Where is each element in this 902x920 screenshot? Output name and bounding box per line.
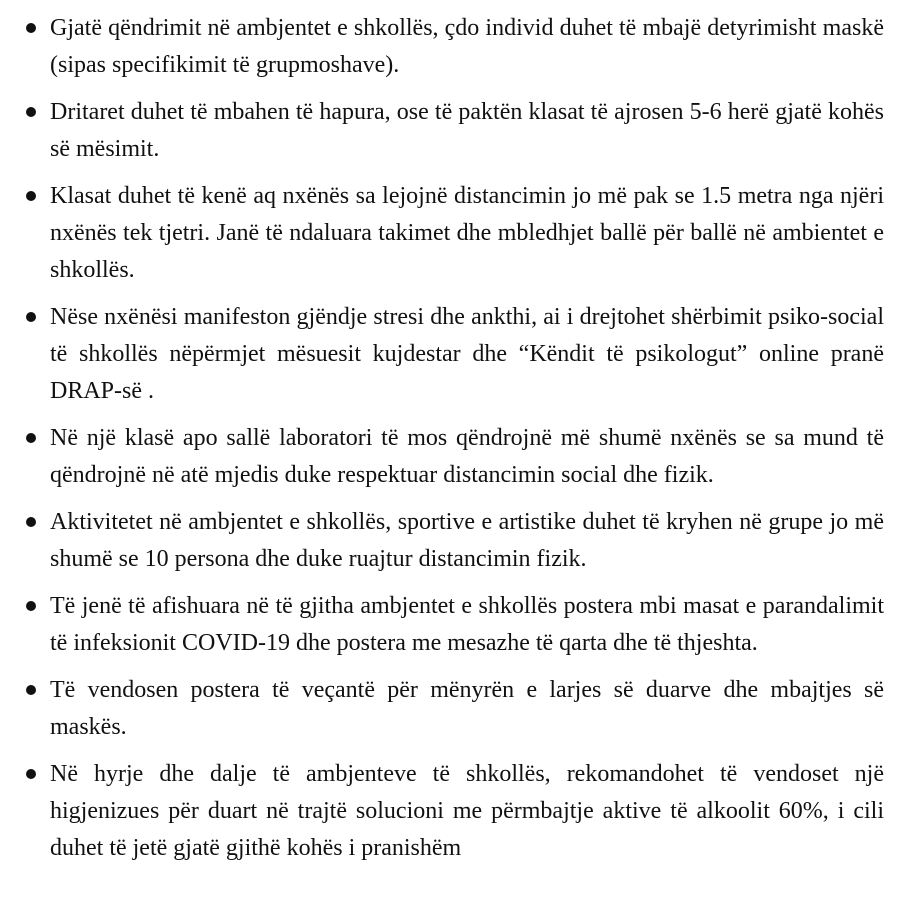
list-item (26, 504, 884, 578)
list-item (26, 10, 884, 84)
list-item (26, 94, 884, 168)
bullet-icon (26, 601, 36, 611)
list-item-text: Aktivitetet në ambjentet e shkollës, sportive e artistike duhet të kryhen në grupe jo më shumë se 10 persona dhe duke ruajtur distancimin fizik. (50, 509, 884, 572)
list-item-text: Klasat duhet të kenë aq nxënës sa lejojnë distancimin jo më pak se 1.5 metra nga njëri nxënës tek tjetri. Janë të ndaluara takimet dhe mbledhjet ballë për ballë në ambientet e shkollës. (50, 183, 884, 283)
list-item-text: Në hyrje dhe dalje të ambjenteve të shkollës, rekomandohet të vendoset një higjenizues për duart në trajtë solucioni me përmbajtje aktive të alkoolit 60%, i cili duhet të jetë gjatë gjithë kohës i pranishëm (50, 761, 884, 861)
bullet-icon (26, 769, 36, 779)
list-item-text: Dritaret duhet të mbahen të hapura, ose të paktën klasat të ajrosen 5-6 herë gjatë kohës së mësimit. (50, 99, 884, 162)
bullet-icon (26, 23, 36, 33)
bullet-icon (26, 191, 36, 201)
list-item-text: Të jenë të afishuara në të gjitha ambjentet e shkollës postera mbi masat e parandalimit të infeksionit COVID-19 dhe postera me mesazhe të qarta dhe të thjeshta. (50, 593, 884, 656)
list-item-text: Gjatë qëndrimit në ambjentet e shkollës, çdo individ duhet të mbajë detyrimisht maskë (sipas specifikimit të grupmoshave). (50, 15, 884, 78)
list-item-text: Në një klasë apo sallë laboratori të mos qëndrojnë më shumë nxënës se sa mund të qëndrojnë në atë mjedis duke respektuar distancimin social dhe fizik. (50, 425, 884, 488)
list-item (26, 178, 884, 289)
list-item (26, 420, 884, 494)
list-item-text: Nëse nxënësi manifeston gjëndje stresi dhe ankthi, ai i drejtohet shërbimit psiko-social të shkollës nëpërmjet mësuesit kujdestar dhe “Këndit të psikologut” online pranë DRAP-së . (50, 304, 884, 404)
bullet-icon (26, 312, 36, 322)
bullet-icon (26, 685, 36, 695)
list-item (26, 672, 884, 746)
list-item-text: Të vendosen postera të veçantë për mënyrën e larjes së duarve dhe mbajtjes së maskës. (50, 677, 884, 740)
bullet-list (26, 10, 884, 877)
bullet-icon (26, 107, 36, 117)
list-item (26, 588, 884, 662)
bullet-icon (26, 517, 36, 527)
list-item (26, 299, 884, 410)
bullet-icon (26, 433, 36, 443)
list-item (26, 756, 884, 867)
